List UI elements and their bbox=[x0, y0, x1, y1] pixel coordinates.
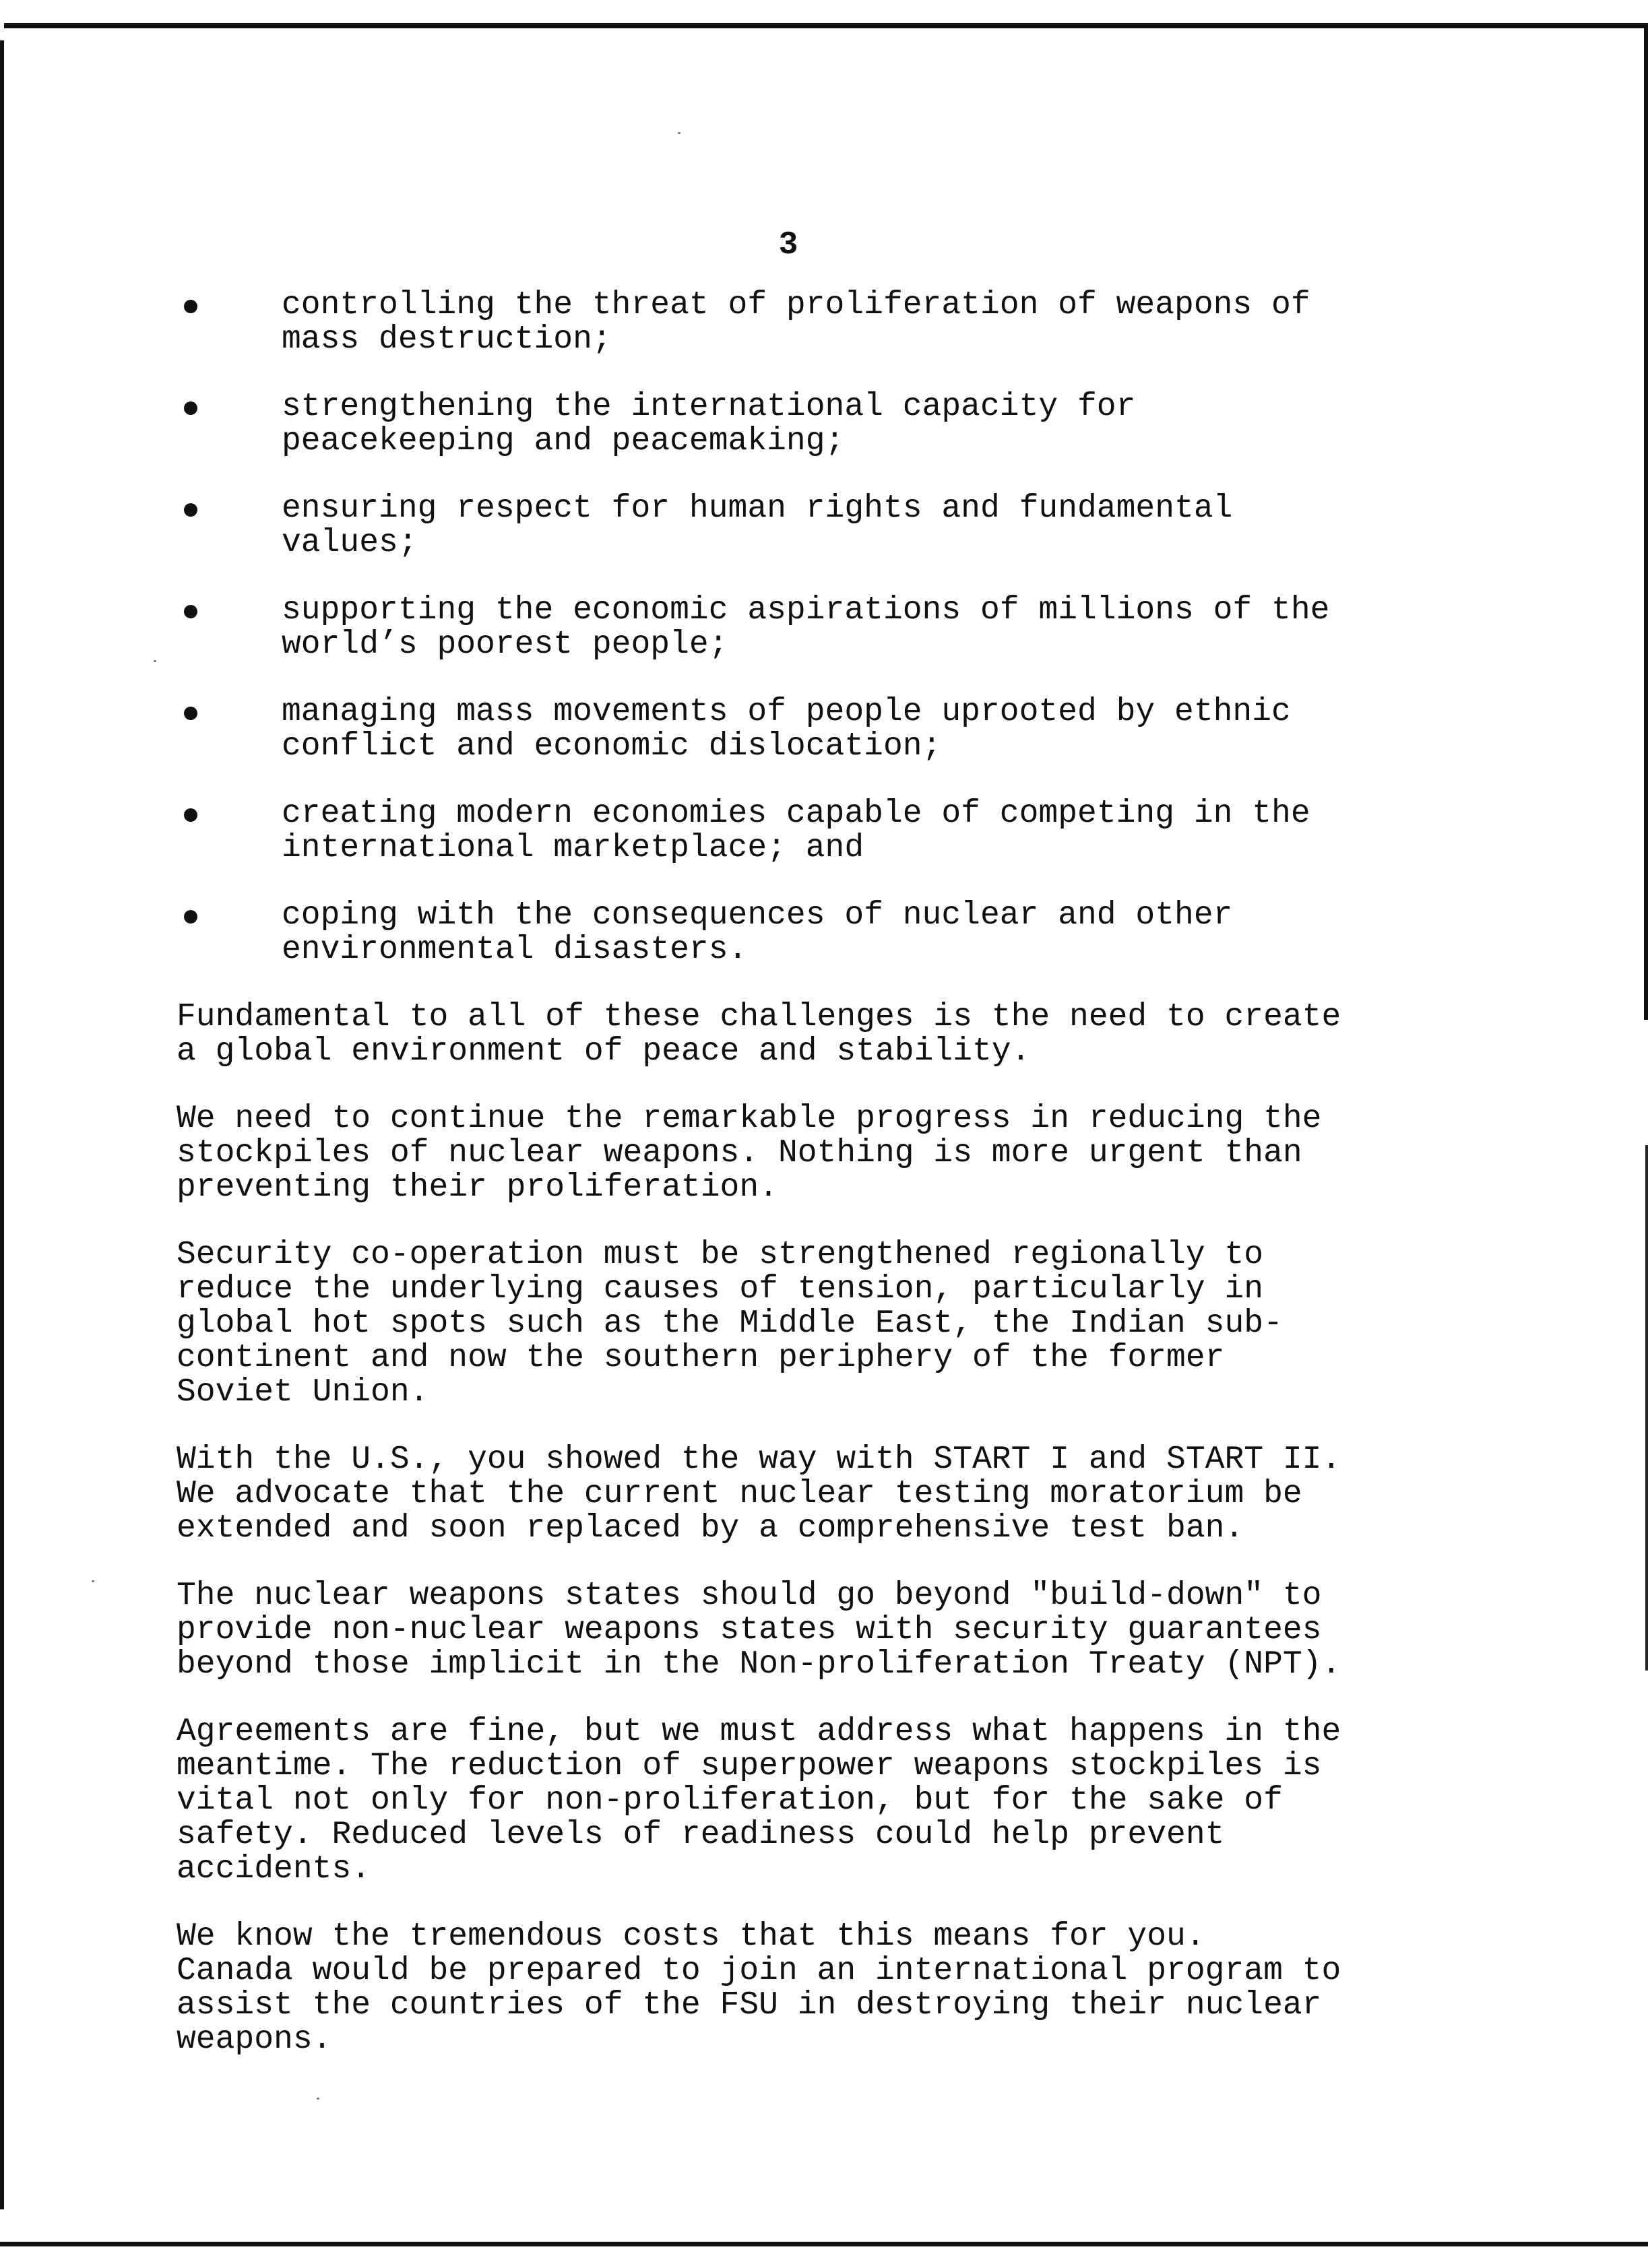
document-body bbox=[177, 288, 1443, 2090]
page-number: 3 bbox=[778, 227, 798, 263]
bullet-dot-icon bbox=[184, 707, 197, 720]
bullet-text: strengthening the international capacity for peacekeeping and peacemaking; bbox=[282, 389, 1136, 459]
bullet-dot-icon bbox=[184, 503, 197, 517]
scan-border-top bbox=[4, 23, 1648, 28]
bullet-text: managing mass movements of people uprooted by ethnic conflict and economic dislocation; bbox=[282, 694, 1291, 765]
paragraph: With the U.S., you showed the way with START I and START II. We advocate that the current nuclear testing moratorium be extended and soon replaced by a comprehensive test ban. bbox=[177, 1441, 1341, 1547]
paragraph: We need to continue the remarkable progress in reducing the stockpiles of nuclear weapons. Nothing is more urgent than preventing their proliferation. bbox=[177, 1101, 1322, 1206]
bullet-text: ensuring respect for human rights and fundamental values; bbox=[282, 490, 1233, 561]
bullet-item bbox=[177, 288, 1443, 357]
bullet-text: controlling the threat of proliferation of weapons of mass destruction; bbox=[282, 287, 1310, 358]
paragraph: We know the tremendous costs that this means for you. Canada would be prepared to join an international program to assist the countries of the FSU in destroying their nuclear weapons. bbox=[177, 1918, 1341, 2058]
bullet-item bbox=[177, 695, 1443, 764]
body-paragraphs bbox=[177, 1000, 1443, 2057]
bullet-text: creating modern economies capable of competing in the international marketplace; and bbox=[282, 796, 1310, 866]
paragraph: Fundamental to all of these challenges is the need to create a global environment of peace and stability. bbox=[177, 999, 1341, 1070]
bullet-dot-icon bbox=[184, 401, 197, 415]
bullet-dot-icon bbox=[184, 300, 197, 313]
scan-border-right-lower bbox=[1645, 1145, 1648, 1671]
scan-speck bbox=[92, 1580, 94, 1582]
bullet-item bbox=[177, 797, 1443, 866]
bullet-text: supporting the economic aspirations of millions of the world’s poorest people; bbox=[282, 592, 1330, 663]
scan-border-bottom bbox=[0, 2242, 1648, 2246]
scan-border-left bbox=[0, 40, 4, 2209]
scan-border-right-upper bbox=[1644, 23, 1648, 1020]
scan-speck bbox=[154, 660, 156, 662]
bullet-item bbox=[177, 899, 1443, 967]
bullet-dot-icon bbox=[184, 808, 197, 822]
bullet-text: coping with the consequences of nuclear and other environmental disasters. bbox=[282, 897, 1233, 968]
paragraph: Agreements are fine, but we must address what happens in the meantime. The reduction of superpower weapons stockpiles is vital not only for non-proliferation, but for the sake of safety. Reduced levels of readiness could help prevent accidents. bbox=[177, 1714, 1341, 1887]
bullet-item bbox=[177, 593, 1443, 662]
bullet-dot-icon bbox=[184, 910, 197, 924]
bullet-item bbox=[177, 492, 1443, 560]
challenges-bullet-list bbox=[177, 288, 1443, 967]
paragraph: The nuclear weapons states should go beyond "build-down" to provide non-nuclear weapons states with security guarantees beyond those implicit in the Non-proliferation Treaty (NPT). bbox=[177, 1578, 1341, 1683]
bullet-dot-icon bbox=[184, 605, 197, 618]
paragraph: Security co-operation must be strengthened regionally to reduce the underlying causes of tension, particularly in global hot spots such as the Middle East, the Indian sub- continent and now the southern periphery of the former Soviet Union. bbox=[177, 1237, 1283, 1411]
scan-speck bbox=[678, 132, 680, 134]
bullet-item bbox=[177, 390, 1443, 459]
scan-speck bbox=[317, 2098, 319, 2100]
